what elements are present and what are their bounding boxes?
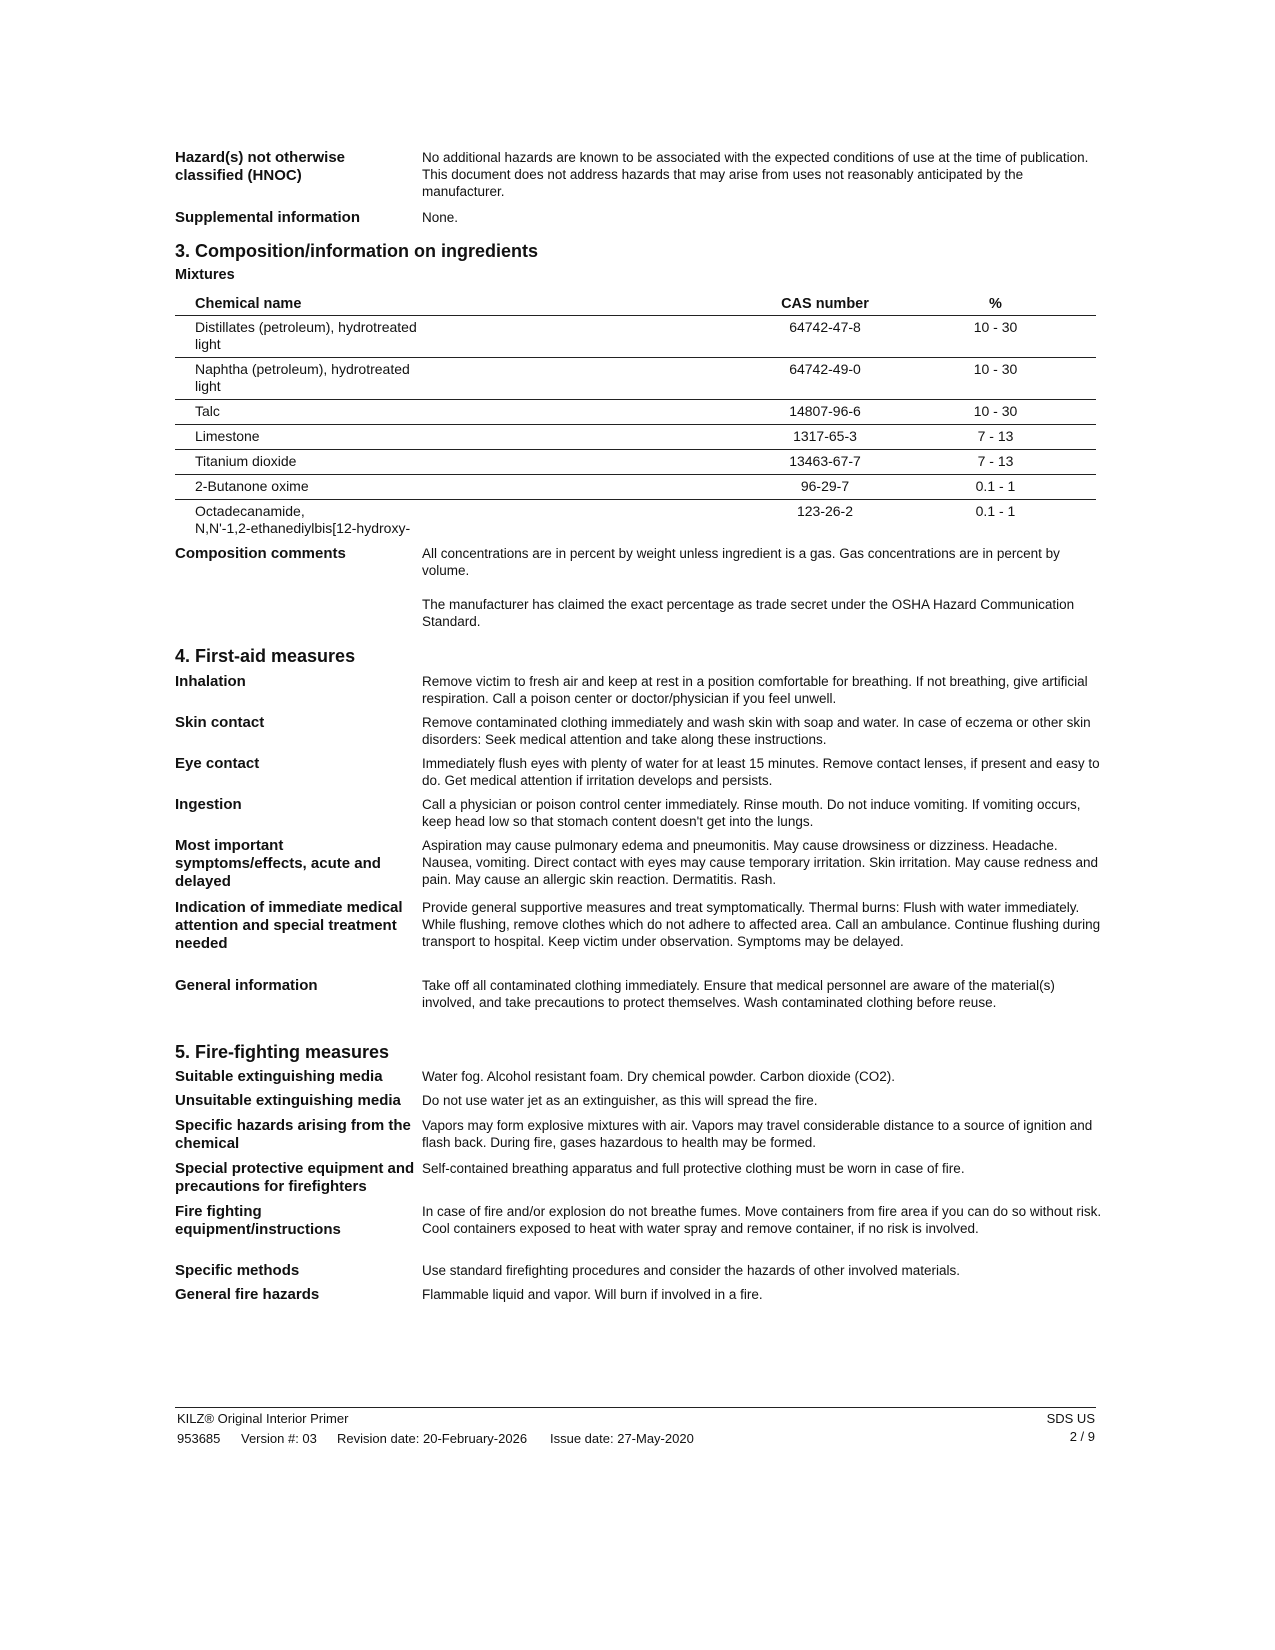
percent: 7 - 13 <box>895 425 1096 450</box>
immediate-attention-label: Indication of immediate medical attention and special treatment needed <box>175 899 403 952</box>
firefighting-instructions-label: Fire fighting equipment/instructions <box>175 1203 341 1238</box>
cas-number: 14807-96-6 <box>755 400 895 425</box>
table-row <box>175 400 1096 425</box>
table-row <box>175 475 1096 500</box>
chemical-name: Distillates (petroleum), hydrotreated light <box>175 316 755 358</box>
unsuitable-media-value: Do not use water jet as an extinguisher, as this will spread the fire. <box>422 1093 818 1108</box>
hnoc-label: Hazard(s) not otherwise classified (HNOC) <box>175 149 346 184</box>
immediate-attention-value: Provide general supportive measures and treat symptomatically. Thermal burns: Flush with water immediately. While flushing, remove clothes which do not adhere to affected area. Call an ambulance. Continue flushing during transport to hospital. Keep victim under observation. Symptoms may be delayed. <box>422 900 1101 949</box>
cas-number: 13463-67-7 <box>755 450 895 475</box>
cas-number: 1317-65-3 <box>755 425 895 450</box>
percent: 10 - 30 <box>895 316 1096 358</box>
specific-methods-value: Use standard firefighting procedures and consider the hazards of other involved materials. <box>422 1263 961 1278</box>
table-row <box>175 358 1096 400</box>
percent: 10 - 30 <box>895 358 1096 400</box>
supplemental-value: None. <box>422 210 459 225</box>
skin-contact-label: Skin contact <box>175 714 265 731</box>
firefighting-instructions-value: In case of fire and/or explosion do not breathe fumes. Move containers from fire area if you can do so without risk. Cool containers exposed to heat with water spray and remove container, if no risk is involved. <box>422 1204 1102 1236</box>
percent: 10 - 30 <box>895 400 1096 425</box>
footer-doc-id: 953685 <box>177 1431 221 1446</box>
protective-equipment-label: Special protective equipment and precautions for firefighters <box>175 1160 415 1195</box>
table-row <box>175 425 1096 450</box>
inhalation-label: Inhalation <box>175 673 246 690</box>
percent: 0.1 - 1 <box>895 475 1096 500</box>
table-row <box>175 316 1096 358</box>
footer-page-number: 2 / 9 <box>1069 1429 1095 1444</box>
eye-contact-value: Immediately flush eyes with plenty of water for at least 15 minutes. Remove contact lenses, if present and easy to do. Get medical attention if irritation develops and persists. <box>422 756 1100 788</box>
footer-sds-label: SDS US <box>1046 1411 1095 1426</box>
chemical-name: Limestone <box>175 425 755 450</box>
footer-revision-date: Revision date: 20-February-2026 <box>337 1431 528 1446</box>
inhalation-value: Remove victim to fresh air and keep at rest in a position comfortable for breathing. If not breathing, give artificial respiration. Call a poison center or doctor/physician if you feel unwell. <box>422 674 1088 706</box>
chemical-name: Naphtha (petroleum), hydrotreated light <box>175 358 755 400</box>
chemical-name: Titanium dioxide <box>175 450 755 475</box>
symptoms-label: Most important symptoms/effects, acute and delayed <box>175 837 381 890</box>
hnoc-value: No additional hazards are known to be associated with the expected conditions of use at the time of publication. This document does not address hazards that may arise from uses not reasonably anticipated by the manufacturer. <box>422 150 1089 199</box>
footer-product: KILZ® Original Interior Primer <box>177 1411 349 1426</box>
supplemental-label: Supplemental information <box>175 209 361 226</box>
section-4-heading: 4. First-aid measures <box>175 646 356 666</box>
percent: 7 - 13 <box>895 450 1096 475</box>
col-cas-number: CAS number <box>755 293 895 316</box>
specific-hazards-label: Specific hazards arising from the chemical <box>175 1117 411 1152</box>
protective-equipment-value: Self-contained breathing apparatus and full protective clothing must be worn in case of fire. <box>422 1161 965 1176</box>
suitable-media-label: Suitable extinguishing media <box>175 1068 383 1085</box>
composition-table <box>175 293 1096 541</box>
general-information-label: General information <box>175 977 318 994</box>
footer-version: Version #: 03 <box>241 1431 317 1446</box>
chemical-name: Talc <box>175 400 755 425</box>
specific-methods-label: Specific methods <box>175 1262 300 1279</box>
col-percent: % <box>895 293 1096 316</box>
composition-comments-label: Composition comments <box>175 545 346 562</box>
mixtures-label: Mixtures <box>175 267 235 283</box>
section-5-heading: 5. Fire-fighting measures <box>175 1042 390 1062</box>
chemical-name: 2-Butanone oxime <box>175 475 755 500</box>
cas-number: 64742-47-8 <box>755 316 895 358</box>
footer-issue-date: Issue date: 27-May-2020 <box>550 1431 694 1446</box>
col-chemical-name: Chemical name <box>175 293 755 316</box>
table-header-row <box>175 293 1096 316</box>
table-row <box>175 500 1096 542</box>
specific-hazards-value: Vapors may form explosive mixtures with air. Vapors may travel considerable distance to a source of ignition and flash back. During fire, gases hazardous to health may be formed. <box>422 1118 1093 1150</box>
skin-contact-value: Remove contaminated clothing immediately and wash skin with soap and water. In case of eczema or other skin disorders: Seek medical attention and take along these instructions. <box>422 715 1091 747</box>
composition-comments-value: All concentrations are in percent by weight unless ingredient is a gas. Gas concentrations are in percent by volume. The manufacturer has claimed the exact percentage as trade secret under the OSHA Hazard Communication Standard. <box>422 546 1075 629</box>
general-fire-hazards-value: Flammable liquid and vapor. Will burn if involved in a fire. <box>422 1287 763 1302</box>
percent: 0.1 - 1 <box>975 503 1016 519</box>
general-information-value: Take off all contaminated clothing immediately. Ensure that medical personnel are aware of the material(s) involved, and take precautions to protect themselves. Wash contaminated clothing before reuse. <box>422 978 1055 1010</box>
ingestion-label: Ingestion <box>175 796 242 813</box>
section-3-heading: 3. Composition/information on ingredients <box>175 241 538 261</box>
cas-number: 96-29-7 <box>755 475 895 500</box>
suitable-media-value: Water fog. Alcohol resistant foam. Dry chemical powder. Carbon dioxide (CO2). <box>422 1069 895 1084</box>
general-fire-hazards-label: General fire hazards <box>175 1286 320 1303</box>
symptoms-value: Aspiration may cause pulmonary edema and pneumonitis. May cause drowsiness or dizziness. Headache. Nausea, vomiting. Direct contact with eyes may cause temporary irritation. Skin irritation. May cause redness and pain. May cause an allergic skin reaction. Dermatitis. Rash. <box>422 838 1099 887</box>
ingestion-value: Call a physician or poison control center immediately. Rinse mouth. Do not induce vomiting. If vomiting occurs, keep head low so that stomach content doesn't get into the lungs. <box>422 797 1081 829</box>
unsuitable-media-label: Unsuitable extinguishing media <box>175 1092 401 1109</box>
table-row <box>175 450 1096 475</box>
cas-number: 64742-49-0 <box>755 358 895 400</box>
footer-divider <box>175 1407 1096 1408</box>
eye-contact-label: Eye contact <box>175 755 260 772</box>
chemical-name: Octadecanamide, N,N'-1,2-ethanediylbis[12-hydroxy- <box>195 503 411 536</box>
cas-number: 123-26-2 <box>796 503 854 519</box>
